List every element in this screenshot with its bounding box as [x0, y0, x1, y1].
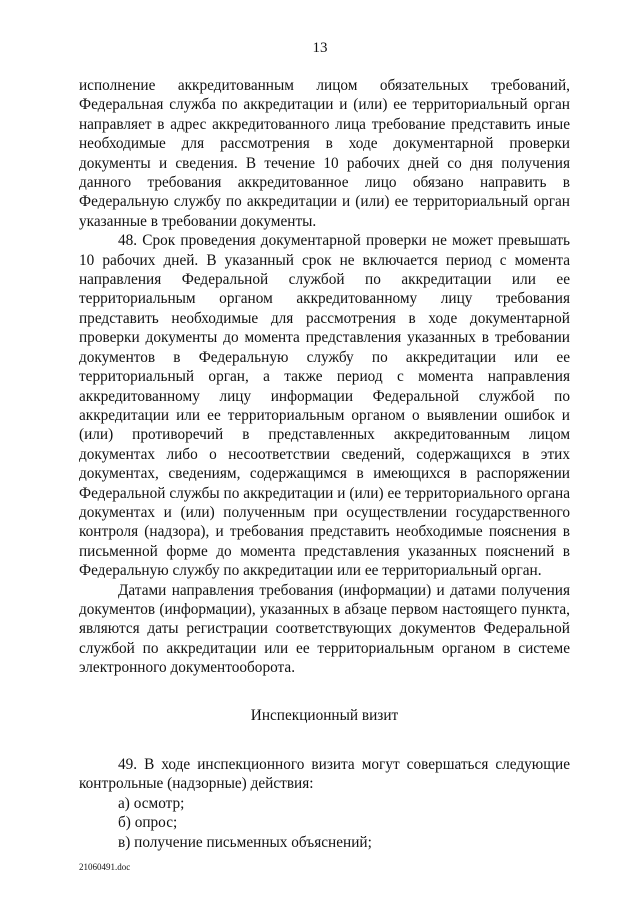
paragraph-dates: Датами направления требования (информации) и датами получения документов (информации), указанных в абзаце первом настоящего пункта, являются даты регистрации соответствующих документов Федеральной службой по аккредитации или ее территориальным органом в системе электронного документооборота.: [79, 581, 570, 677]
page-number: 13: [312, 40, 328, 56]
list-item-a: а) осмотр;: [118, 794, 185, 812]
list-item-c: в) получение письменных объяснений;: [118, 833, 372, 851]
paragraph-continuation: исполнение аккредитованным лицом обязательных требований, Федеральная служба по аккредитации и (или) ее территориальный орган направляет в адрес аккредитованного лица требование представить иные необходимые для рассмотрения в ходе документарной проверки документы и сведения. В течение 10 рабочих дней со дня получения данного требования аккредитованное лицо обязано направить в Федеральную службу по аккредитации и (или) ее территориальный орган указанные в требовании документы.: [79, 77, 570, 230]
list-item-b: б) опрос;: [118, 814, 178, 832]
section-heading: Инспекционный визит: [250, 706, 399, 724]
file-name-footer: 21060491.doc: [79, 862, 131, 872]
paragraph-49: 49. В ходе инспекционного визита могут совершаться следующие контрольные (надзорные) действия:: [79, 756, 570, 793]
paragraph-48: 48. Срок проведения документарной проверки не может превышать 10 рабочих дней. В указанный срок не включается период с момента направления Федеральной службой по аккредитации или ее территориальным органом аккредитованному лицу требования представить необходимые для рассмотрения в ходе документарной проверки документы до момента представления указанных в требовании документов в Федеральную службу по аккредитации или ее территориальный орган, а также период с момента направления аккредитованному лицу информации Федеральной службой по аккредитации или ее территориальным органом о выявлении ошибок и (или) противоречий в представленных аккредитованным лицом документах либо о несоответствии сведений, содержащихся в этих документах, сведениям, содержащимся в имеющихся в распоряжении Федеральной службы по аккредитации и (или) ее территориального органа документах и (или) полученным при осуществлении государственного контроля (надзора), и требования представить необходимые пояснения в письменной форме до момента представления указанных пояснений в Федеральную службу по аккредитации или ее территориальный орган.: [79, 232, 570, 580]
document-body: [79, 76, 570, 852]
